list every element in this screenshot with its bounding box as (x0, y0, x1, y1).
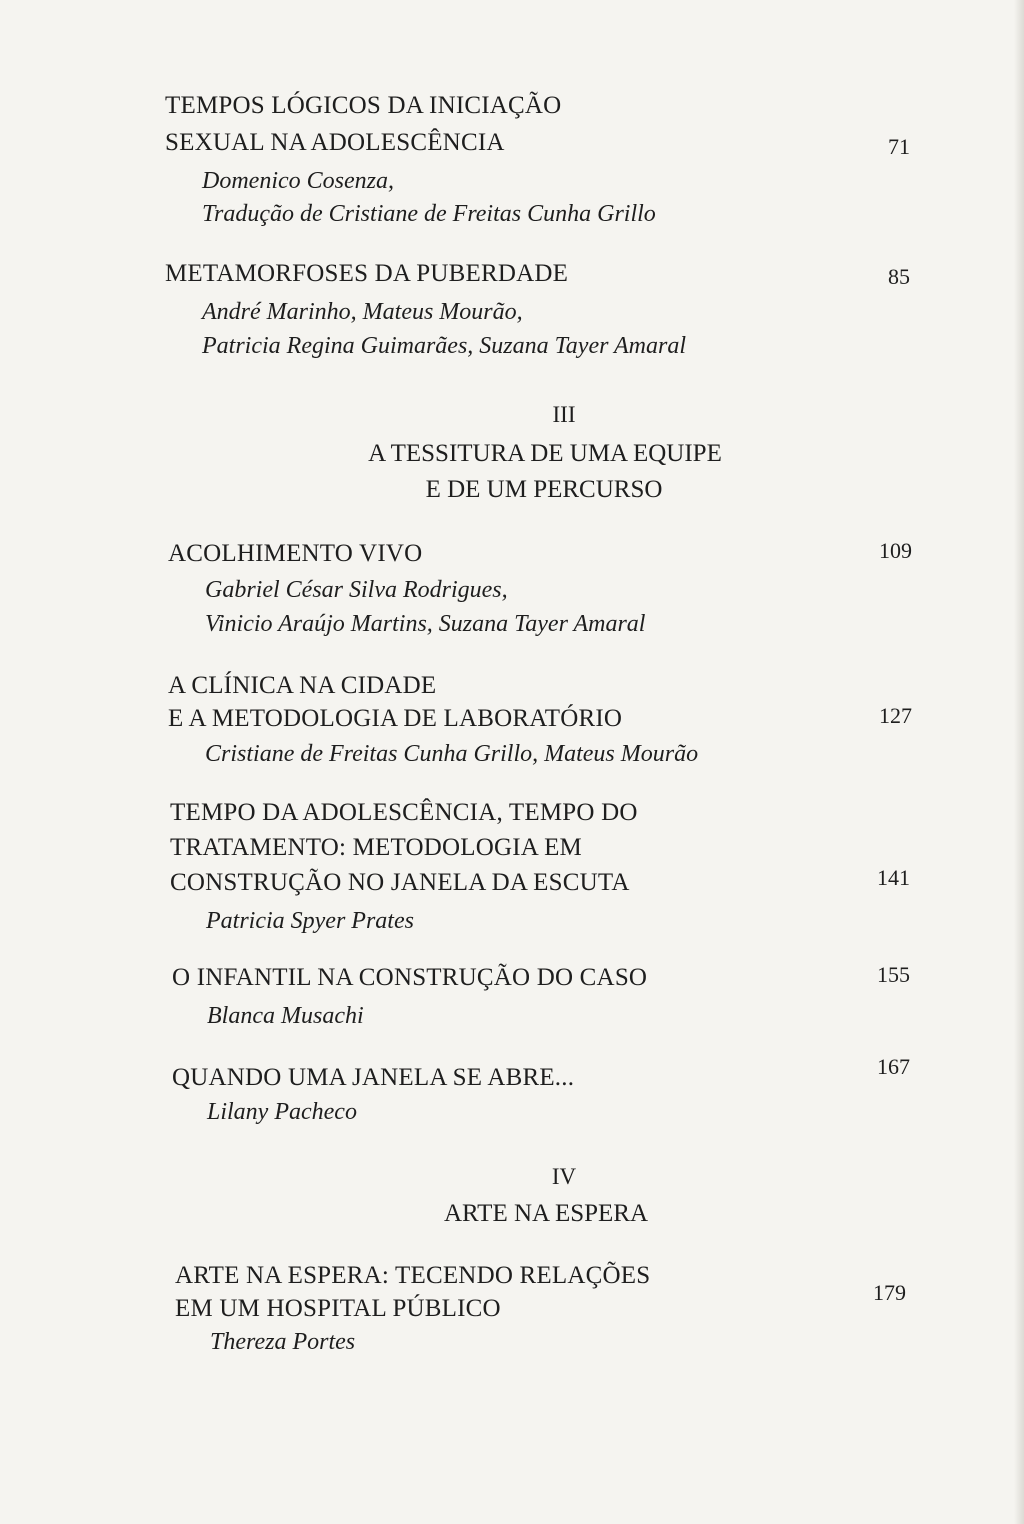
section-numeral: IV (551, 1164, 577, 1189)
entry-title-line: SEXUAL NA ADOLESCÊNCIA (165, 129, 505, 156)
entry-author-line: Thereza Portes (210, 1329, 356, 1355)
section-numeral: III (552, 402, 576, 427)
entry-title-line: EM UM HOSPITAL PÚBLICO (175, 1295, 501, 1322)
entry-title-line: O INFANTIL NA CONSTRUÇÃO DO CASO (172, 964, 648, 991)
entry-author-line: Blanca Musachi (207, 1003, 364, 1029)
entry-title-line: A CLÍNICA NA CIDADE (168, 672, 437, 699)
entry-page-number: 167 (877, 1054, 910, 1079)
entry-author-line: Patricia Regina Guimarães, Suzana Tayer Amaral (202, 333, 686, 359)
entry-author-line: André Marinho, Mateus Mourão, (202, 299, 523, 325)
entry-title-line: ACOLHIMENTO VIVO (168, 540, 423, 567)
entry-page-number: 127 (879, 703, 912, 728)
entry-author-line: Tradução de Cristiane de Freitas Cunha Grillo (202, 201, 656, 227)
entry-title-line: TRATAMENTO: METODOLOGIA EM (170, 834, 582, 861)
section-title-line: ARTE NA ESPERA (443, 1200, 649, 1227)
entry-title-line: METAMORFOSES DA PUBERDADE (165, 260, 569, 287)
entry-title-line: QUANDO UMA JANELA SE ABRE... (172, 1064, 575, 1091)
entry-author-line: Cristiane de Freitas Cunha Grillo, Mateus Mourão (205, 741, 699, 767)
entry-page-number: 155 (877, 962, 910, 987)
entry-title-line: TEMPO DA ADOLESCÊNCIA, TEMPO DO (170, 799, 638, 826)
page-edge-shadow (1014, 0, 1024, 1524)
entry-author-line: Domenico Cosenza, (202, 168, 394, 194)
entry-page-number: 109 (879, 538, 912, 563)
section-title-line: E DE UM PERCURSO (425, 476, 663, 503)
entry-author-line: Patricia Spyer Prates (206, 908, 414, 934)
entry-page-number: 179 (873, 1280, 906, 1305)
entry-title-line: CONSTRUÇÃO NO JANELA DA ESCUTA (170, 869, 630, 896)
entry-title-line: TEMPOS LÓGICOS DA INICIAÇÃO (165, 92, 562, 119)
entry-title-line: ARTE NA ESPERA: TECENDO RELAÇÕES (175, 1262, 651, 1289)
entry-page-number: 85 (888, 264, 910, 289)
entry-title-line: E A METODOLOGIA DE LABORATÓRIO (168, 705, 623, 732)
entry-author-line: Gabriel César Silva Rodrigues, (205, 577, 508, 603)
entry-page-number: 71 (888, 134, 910, 159)
entry-author-line: Vinicio Araújo Martins, Suzana Tayer Amaral (205, 611, 646, 637)
entry-author-line: Lilany Pacheco (207, 1099, 357, 1125)
section-title-line: A TESSITURA DE UMA EQUIPE (368, 440, 722, 467)
entry-page-number: 141 (877, 865, 910, 890)
